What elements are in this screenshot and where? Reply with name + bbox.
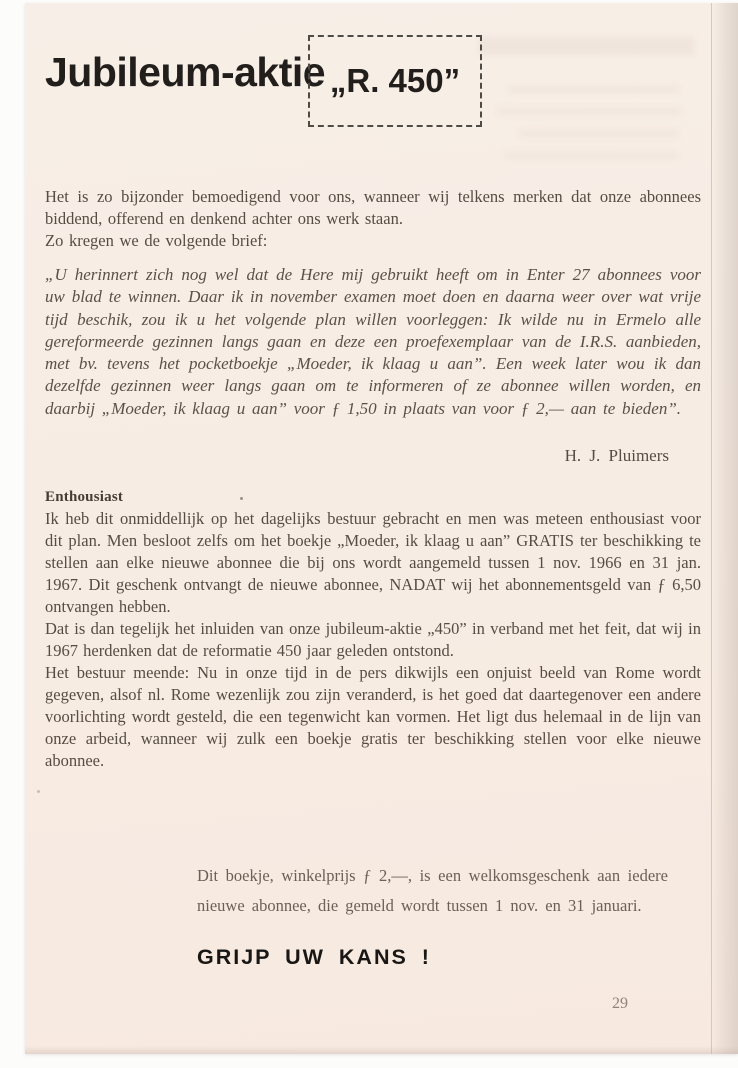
scan-artifact-dot [37,790,40,793]
gift-note: Dit boekje, winkelprijs ƒ 2,—, is een welkomsgeschenk aan iedere nieuwe abonnee, die gemeld wordt tussen 1 nov. en 31 januari. [197,866,668,915]
body-section [45,508,701,772]
jubilee-badge-box [308,35,482,127]
reader-letter-quote [45,264,701,420]
jubilee-badge-label: „R. 450” [329,62,461,99]
body-paragraph-3: Het bestuur meende: Nu in onze tijd in de pers dikwijls een onjuist beeld van Rome wordt gegeven, alsof nl. Rome wezenlijk zou zijn veranderd, is het goed dat daartegenover een andere voorlichting wordt gesteld, die een tegenwicht kan vormen. Het ligt dus helemaal in de lijn van onze arbeid, wanneer wij zulk een boekje gratis ter beschikking stellen voor elke nieuwe abonnee. [45,663,701,770]
page-number: 29 [612,995,628,1012]
body-paragraph-1: Ik heb dit onmiddellijk op het dagelijks bestuur gebracht en men was meteen enthousiast voor dit plan. Men besloot zelfs om het boekje „Moeder, ik klaag u aan” GRATIS ter beschikking te stellen aan elke nieuwe abonnee die bij ons wordt aangemeld tussen 1 nov. 1966 en 31 jan. 1967. Dit geschenk ontvangt de nieuwe abonnee, NADAT wij het abonnementsgeld van ƒ 6,50 ontvangen hebben. [45,509,701,616]
section-heading: Enthousiast [45,489,124,505]
intro-paragraph: Het is zo bijzonder bemoedigend voor ons, wanneer wij telkens merken dat onze abonnees biddend, offerend en denkend achter ons werk staan. [45,187,701,228]
reader-letter-text: „U herinnert zich nog wel dat de Here mij gebruikt heeft om in Enter 27 abonnees voor uw blad te winnen. Daar ik in november examen moet doen en daarna weer over wat vrije tijd beschik, zou ik u het volgende plan willen voorleggen: Ik wilde nu in Ermelo alle gereformeerde gezinnen langs gaan en deze een proefexemplaar van de I.R.S. aanbieden, met bv. tevens het pocketboekje „Moeder, ik klaag u aan”. Een week later wou ik dan dezelfde gezinnen weer langs gaan om te informeren of ze abonnee willen worden, en daarbij „Moeder, ik klaag u aan” voor ƒ 1,50 in plaats van voor ƒ 2,— aan te bieden”. [45,265,701,418]
page-title: Jubileum-aktie [45,49,326,95]
page-bottom-edge-shadow [25,1046,738,1054]
call-to-action: GRIJP UW KANS ! [197,945,431,969]
page-right-edge-shadow [711,3,738,1054]
intro-lead-in: Zo kregen we de volgende brief: [45,231,268,250]
body-paragraph-2: Dat is dan tegelijk het inluiden van onze jubileum-aktie „450” in verband met het feit, dat wij in 1967 herdenken dat de reformatie 450 jaar geleden ontstond. [45,619,701,660]
reverse-side-bleed-through [479,33,704,183]
scan-artifact-dot [240,497,243,500]
letter-signature: H. J. Pluimers [564,446,669,465]
intro-section [45,186,701,252]
